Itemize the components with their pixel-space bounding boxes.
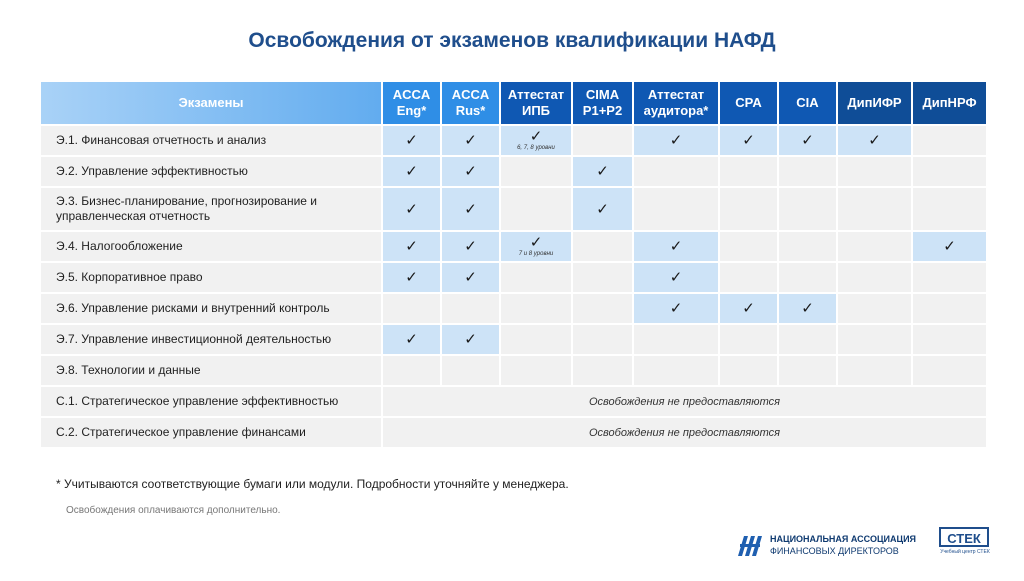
page-title: Освобождения от экзаменов квалификации НАФД [248,29,776,52]
cell-exempt [779,126,836,157]
cell-exempt [501,126,571,157]
header-acca-eng: ACCA Eng* [383,82,440,126]
cell-empty [838,263,911,294]
check-icon: ✓ [405,132,418,149]
cell-empty [779,356,836,387]
check-icon: ✓ [801,132,814,149]
table-header-row [41,82,986,126]
cell-empty [720,157,777,188]
cell-empty [838,232,911,263]
cell-exempt [634,294,718,325]
check-icon: ✓ [405,331,418,348]
header-dipifr: ДипИФР [838,82,911,126]
cell-exempt [442,157,499,188]
check-icon: ✓ [596,163,609,180]
cell-exempt [442,263,499,294]
cell-empty [779,232,836,263]
cell-empty [913,294,986,325]
level-note: 7 и 8 уровни [518,251,554,257]
check-icon: ✓ [405,200,418,218]
header-acca-rus: ACCA Rus* [442,82,499,126]
cell-exempt [442,126,499,157]
cell-empty [501,157,571,188]
cell-empty [913,126,986,157]
cell-exempt [720,294,777,325]
header-cpa: CPA [720,82,777,126]
table-row [41,387,986,418]
check-icon: ✓ [464,331,477,348]
cell-empty [720,263,777,294]
cell-empty [838,188,911,232]
table-row [41,188,986,232]
exam-name: С.1. Стратегическое управление эффективностью [41,387,381,418]
table-row [41,294,986,325]
cell-empty [720,232,777,263]
cell-empty [913,356,986,387]
header-ipb: Аттестат ИПБ [501,82,571,126]
nafd-logo-text [770,533,916,557]
check-icon: ✓ [669,269,683,286]
cell-exempt [383,157,440,188]
cell-empty [573,126,632,157]
nafd-line2: ФИНАНСОВЫХ ДИРЕКТОРОВ [770,546,899,556]
stek-logo-caption: Учебный центр СТЕК [940,549,990,555]
cell-empty [913,263,986,294]
cell-empty [913,188,986,232]
exam-name: Э.1. Финансовая отчетность и анализ [41,126,381,157]
stek-logo [939,527,991,559]
cell-exempt [383,188,440,232]
check-icon: ✓ [742,132,755,149]
level-note: 6, 7, 8 уровни [517,145,555,151]
header-auditor: Аттестат аудитора* [634,82,718,126]
table-row [41,418,986,449]
cell-empty [383,356,440,387]
cell-empty [720,188,777,232]
cell-empty [779,188,836,232]
cell-exempt [442,232,499,263]
exam-name: Э.8. Технологии и данные [41,356,381,387]
cell-empty [779,157,836,188]
check-icon: ✓ [529,234,543,251]
cell-empty [573,325,632,356]
cell-empty [634,325,718,356]
cell-empty [573,263,632,294]
stek-logo-mark: СТЕК [939,527,989,547]
check-icon: ✓ [464,238,477,255]
table-row [41,356,986,387]
nafd-line1: НАЦИОНАЛЬНАЯ АССОЦИАЦИЯ [770,534,917,544]
check-icon: ✓ [596,200,609,218]
cell-exempt [501,232,571,263]
table-row [41,157,986,188]
cell-empty [838,356,911,387]
check-icon: ✓ [529,128,543,145]
nafd-logo-icon [736,532,766,558]
check-icon: ✓ [464,132,477,149]
cell-empty [573,294,632,325]
cell-empty [573,356,632,387]
cell-empty [383,294,440,325]
exam-name: Э.3. Бизнес-планирование, прогнозирование и управленческая отчетность [41,188,381,232]
check-icon: ✓ [464,163,477,180]
check-icon: ✓ [464,269,477,286]
cell-empty [501,325,571,356]
cell-empty [501,356,571,387]
cell-empty [634,157,718,188]
cell-exempt [779,294,836,325]
exam-name: Э.7. Управление инвестиционной деятельностью [41,325,381,356]
cell-empty [634,356,718,387]
cell-exempt [573,188,632,232]
check-icon: ✓ [943,238,956,255]
header-cia: CIA [779,82,836,126]
cell-empty [720,356,777,387]
cell-empty [501,263,571,294]
cell-empty [779,325,836,356]
check-icon: ✓ [669,300,683,317]
exemptions-table [39,82,988,449]
check-icon: ✓ [405,238,418,255]
cell-empty [720,325,777,356]
cell-exempt [442,188,499,232]
check-icon: ✓ [464,200,477,218]
cell-exempt [383,232,440,263]
check-icon: ✓ [742,300,755,317]
exam-name: Э.2. Управление эффективностью [41,157,381,188]
cell-exempt [634,232,718,263]
cell-empty [573,232,632,263]
header-exams: Экзамены [41,82,381,126]
exam-name: С.2. Стратегическое управление финансами [41,418,381,449]
cell-empty [442,356,499,387]
cell-exempt [383,325,440,356]
cell-empty [913,325,986,356]
nafd-logo [736,532,916,558]
cell-empty [838,157,911,188]
check-icon: ✓ [405,269,418,286]
exam-name: Э.4. Налогообложение [41,232,381,263]
cell-empty [838,294,911,325]
cell-empty [913,157,986,188]
table-row [41,232,986,263]
cell-exempt [383,263,440,294]
check-icon: ✓ [801,300,814,317]
header-cima: CIMA P1+P2 [573,82,632,126]
cell-empty [501,294,571,325]
cell-exempt [913,232,986,263]
check-icon: ✓ [405,163,418,180]
check-icon: ✓ [868,132,881,149]
no-exemptions-note: Освобождения не предоставляются [383,387,986,418]
cell-empty [442,294,499,325]
cell-exempt [838,126,911,157]
cell-empty [634,188,718,232]
header-dipnrf: ДипНРФ [913,82,986,126]
exam-name: Э.6. Управление рисками и внутренний контроль [41,294,381,325]
cell-exempt [720,126,777,157]
check-icon: ✓ [669,238,683,255]
cell-exempt [383,126,440,157]
check-icon: ✓ [669,132,683,149]
footnote: * Учитываются соответствующие бумаги или модули. Подробности уточняйте у менеджера. [56,477,569,491]
table-row [41,263,986,294]
cell-exempt [573,157,632,188]
cell-exempt [634,126,718,157]
table-row [41,325,986,356]
payment-note: Освобождения оплачиваются дополнительно. [66,505,281,516]
cell-empty [838,325,911,356]
table-row [41,126,986,157]
cell-exempt [634,263,718,294]
cell-empty [501,188,571,232]
exam-name: Э.5. Корпоративное право [41,263,381,294]
no-exemptions-note: Освобождения не предоставляются [383,418,986,449]
cell-empty [779,263,836,294]
cell-exempt [442,325,499,356]
